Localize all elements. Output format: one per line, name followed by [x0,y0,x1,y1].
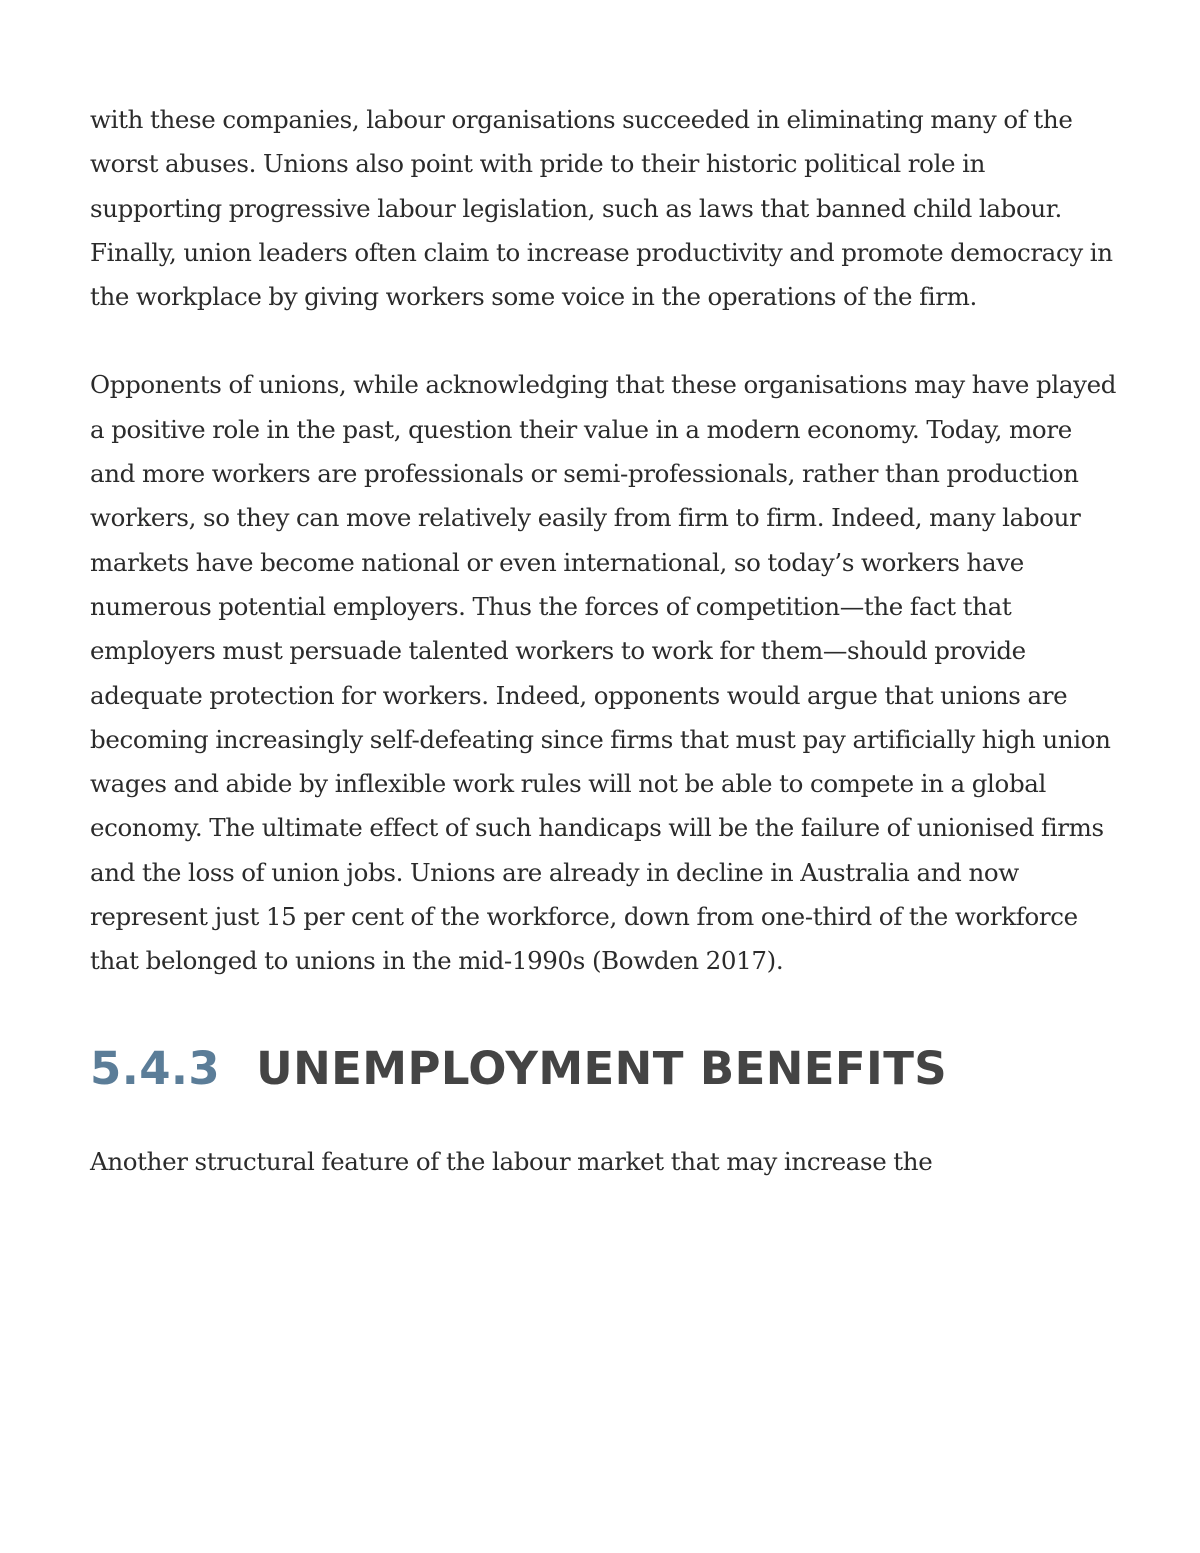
section-heading [90,1026,1120,1112]
section-title: UNEMPLOYMENT BENEFITS [256,1042,948,1096]
page-content [90,98,1120,1184]
body-paragraph-unions-history: with these companies, labour organisations succeeded in eliminating many of the worst abuses. Unions also point with pride to their historic political role in supporting progressive labour legislation, such as laws that banned child labour. Finally, union leaders often claim to increase productivity and promote democracy in the workplace by giving workers some voice in the operations of the firm. [90,105,1113,312]
body-paragraph-unions-opponents: Opponents of unions, while acknowledging that these organisations may have played a positive role in the past, question their value in a modern economy. Today, more and more workers are professionals or semi-professionals, rather than production workers, so they can move relatively easily from firm to firm. Indeed, many labour markets have become national or even international, so today’s workers have numerous potential employers. Thus the forces of competition—the fact that employers must persuade talented workers to work for them—should provide adequate protection for workers. Indeed, opponents would argue that unions are becoming increasingly self-defeating since firms that must pay artificially high union wages and abide by inflexible work rules will not be able to compete in a global economy. The ultimate effect of such handicaps will be the failure of unionised firms and the loss of union jobs. Unions are already in decline in Australia and now represent just 15 per cent of the workforce, down from one-third of the workforce that belonged to unions in the mid-1990s (Bowden 2017). [90,370,1117,976]
section-number: 5.4.3 [90,1042,221,1096]
body-paragraph-unemployment-benefits: Another structural feature of the labour market that may increase the [90,1146,933,1176]
